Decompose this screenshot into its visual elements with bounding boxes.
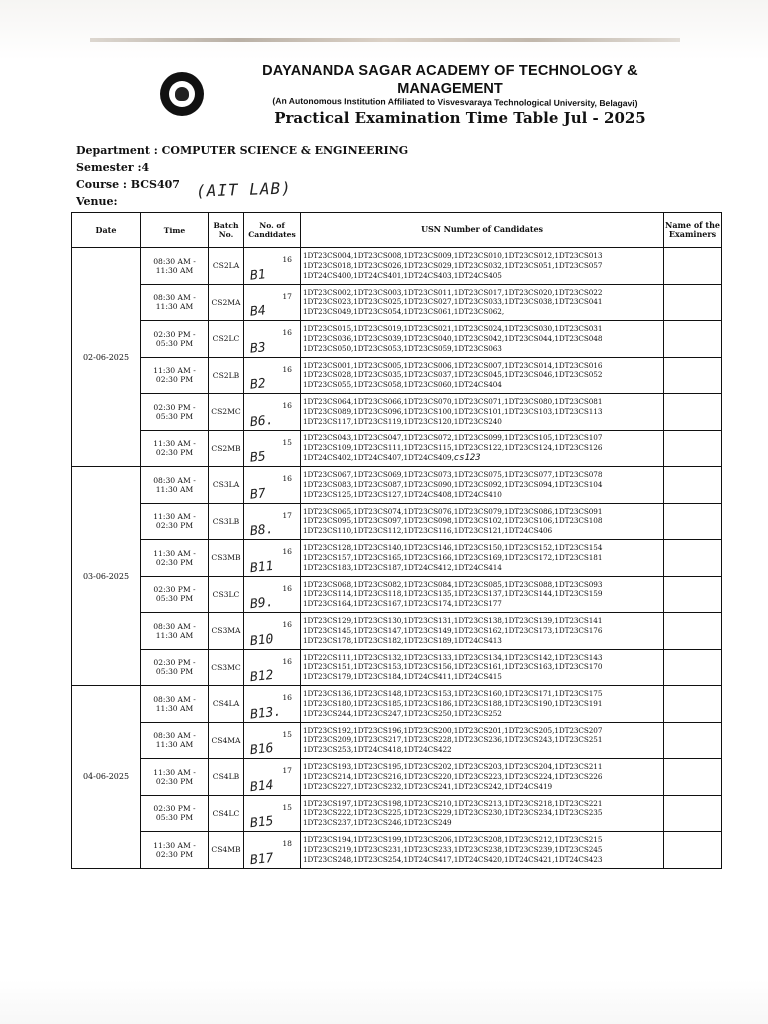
batch-handwritten-note: B11: [249, 558, 275, 576]
batch-handwritten-note: B15: [249, 813, 275, 832]
usn-list: 1DT22CS111,1DT23CS132,1DT23CS133,1DT23CS134,1DT23CS142,1DT23CS143 1DT23CS151,1DT23CS153,1DT23CS156,1DT23CS161,1DT23CS163,1DT23CS170 1DT23CS179,1DT23CS184,1DT24CS411,1DT24CS415: [303, 652, 603, 682]
usn-list: 1DT23CS064,1DT23CS066,1DT23CS070,1DT23CS071,1DT23CS080,1DT23CS081 1DT23CS089,1DT23CS096,1DT23CS100,1DT23CS101,1DT23CS103,1DT23CS113 1DT23CS117,1DT23CS119,1DT23CS120,1DT23CS240: [303, 397, 603, 426]
institution-logo: [160, 72, 204, 116]
table-row: [72, 321, 722, 358]
time-cell: 11:30 AM - 02:30 PM: [141, 540, 209, 577]
batch-handwritten-note: B5: [249, 449, 267, 466]
usn-list-cell: [301, 722, 664, 759]
time-cell: 08:30 AM - 11:30 AM: [141, 686, 209, 723]
batch-handwritten-note: B4: [249, 303, 267, 320]
logo-emblem: [175, 87, 189, 101]
logo-ring: [169, 81, 195, 107]
batch-cell: CS3LB: [209, 503, 244, 540]
candidates-count-cell: [244, 686, 301, 723]
candidates-count: 16: [282, 401, 292, 410]
examiner-cell: [664, 832, 722, 869]
time-cell: 11:30 AM - 02:30 PM: [141, 759, 209, 796]
candidates-count-cell: [244, 284, 301, 321]
examiner-cell: [664, 686, 722, 723]
usn-list: 1DT23CS068,1DT23CS082,1DT23CS084,1DT23CS085,1DT23CS088,1DT23CS093 1DT23CS114,1DT23CS118,1DT23CS135,1DT23CS137,1DT23CS144,1DT23CS159 1DT23CS164,1DT23CS167,1DT23CS174,1DT23CS177: [303, 579, 603, 609]
usn-list-cell: [301, 394, 664, 431]
candidates-count: 16: [282, 693, 292, 702]
table-row: [72, 576, 722, 613]
candidates-count-cell: [244, 503, 301, 540]
candidates-count: 16: [282, 547, 292, 556]
candidates-count: 16: [282, 364, 292, 374]
batch-cell: CS3MA: [209, 613, 244, 650]
candidates-count-cell: [244, 394, 301, 431]
batch-cell: CS2MA: [209, 284, 244, 321]
date-cell: 03-06-2025: [72, 467, 141, 686]
time-cell: 08:30 AM - 11:30 AM: [141, 467, 209, 504]
usn-list-cell: [301, 430, 664, 467]
usn-list: 1DT23CS001,1DT23CS005,1DT23CS006,1DT23CS007,1DT23CS014,1DT23CS016 1DT23CS028,1DT23CS035,1DT23CS037,1DT23CS045,1DT23CS046,1DT23CS052 1DT23CS055,1DT23CS058,1DT23CS060,1DT24CS404: [303, 360, 603, 390]
time-cell: 02:30 PM - 05:30 PM: [141, 649, 209, 686]
course-line: Course : BCS407: [76, 178, 180, 191]
col-header-usn: USN Number of Candidates: [301, 213, 664, 248]
table-row: [72, 467, 722, 504]
table-row: [72, 832, 722, 869]
batch-cell: CS4LB: [209, 759, 244, 796]
examiner-cell: [664, 467, 722, 504]
batch-handwritten-note: B1: [249, 266, 267, 284]
paper-edge: [90, 38, 680, 42]
batch-handwritten-note: B13.: [249, 703, 283, 723]
table-row: [72, 649, 722, 686]
usn-list-cell: [301, 284, 664, 321]
time-cell: 08:30 AM - 11:30 AM: [141, 284, 209, 321]
usn-list: 1DT23CS193,1DT23CS195,1DT23CS202,1DT23CS203,1DT23CS204,1DT23CS211 1DT23CS214,1DT23CS216,1DT23CS220,1DT23CS223,1DT23CS224,1DT23CS226 1DT23CS227,1DT23CS232,1DT23CS241,1DT23CS242,1DT24CS419: [303, 762, 603, 791]
table-header-row: [72, 213, 722, 248]
usn-list-cell: [301, 576, 664, 613]
batch-handwritten-note: B10: [249, 631, 275, 649]
usn-list: 1DT23CS129,1DT23CS130,1DT23CS131,1DT23CS138,1DT23CS139,1DT23CS141 1DT23CS145,1DT23CS147,1DT23CS149,1DT23CS162,1DT23CS173,1DT23CS176 1DT23CS178,1DT23CS182,1DT23CS189,1DT24CS413: [303, 616, 603, 645]
candidates-count-cell: [244, 759, 301, 796]
examiner-cell: [664, 430, 722, 467]
candidates-count-cell: [244, 649, 301, 686]
semester-line: Semester :4: [76, 161, 150, 174]
examiner-cell: [664, 722, 722, 759]
usn-list-cell: [301, 467, 664, 504]
batch-cell: CS3MC: [209, 649, 244, 686]
batch-cell: CS4MA: [209, 722, 244, 759]
candidates-count: 17: [282, 291, 292, 301]
candidates-count-cell: [244, 357, 301, 394]
batch-cell: CS3LA: [209, 467, 244, 504]
candidates-count: 16: [282, 255, 292, 264]
table-row: [72, 248, 722, 285]
usn-list-cell: [301, 248, 664, 285]
batch-handwritten-note: B8.: [249, 521, 275, 540]
time-cell: 08:30 AM - 11:30 AM: [141, 248, 209, 285]
candidates-count: 18: [282, 839, 292, 848]
examiner-cell: [664, 284, 722, 321]
usn-list: 1DT23CS015,1DT23CS019,1DT23CS021,1DT23CS024,1DT23CS030,1DT23CS031 1DT23CS036,1DT23CS039,1DT23CS040,1DT23CS042,1DT23CS044,1DT23CS048 1DT23CS050,1DT23CS053,1DT23CS059,1DT23CS063: [303, 324, 603, 353]
batch-cell: CS2LC: [209, 321, 244, 358]
table-row: [72, 394, 722, 431]
examiner-cell: [664, 613, 722, 650]
table-row: [72, 795, 722, 832]
table-row: [72, 540, 722, 577]
batch-handwritten-note: B12: [249, 667, 275, 686]
examiner-cell: [664, 576, 722, 613]
usn-list-cell: [301, 321, 664, 358]
batch-cell: CS3LC: [209, 576, 244, 613]
usn-list-cell: [301, 649, 664, 686]
examiner-cell: [664, 394, 722, 431]
table-row: [72, 613, 722, 650]
usn-list: 1DT23CS043,1DT23CS047,1DT23CS072,1DT23CS099,1DT23CS105,1DT23CS107 1DT23CS109,1DT23CS111,1DT23CS115,1DT23CS122,1DT23CS124,1DT23CS126 1DT24CS402,1DT24CS407,1DT24CS409,: [303, 433, 603, 462]
table-row: [72, 722, 722, 759]
time-cell: 02:30 PM - 05:30 PM: [141, 576, 209, 613]
batch-handwritten-note: B14: [249, 777, 275, 795]
usn-list: 1DT23CS136,1DT23CS148,1DT23CS153,1DT23CS160,1DT23CS171,1DT23CS175 1DT23CS180,1DT23CS185,1DT23CS186,1DT23CS188,1DT23CS190,1DT23CS191 1DT23CS244,1DT23CS247,1DT23CS250,1DT23CS252: [303, 689, 603, 718]
examiner-cell: [664, 759, 722, 796]
examiner-cell: [664, 248, 722, 285]
table-row: [72, 759, 722, 796]
course-handwritten-note: (AIT LAB): [195, 178, 293, 201]
batch-handwritten-note: B2: [249, 376, 267, 393]
batch-cell: CS3MB: [209, 540, 244, 577]
usn-list: 1DT23CS128,1DT23CS140,1DT23CS146,1DT23CS150,1DT23CS152,1DT23CS154 1DT23CS157,1DT23CS165,1DT23CS166,1DT23CS169,1DT23CS172,1DT23CS181 1DT23CS183,1DT23CS187,1DT24CS412,1DT24CS414: [303, 543, 603, 572]
batch-cell: CS4LC: [209, 795, 244, 832]
date-cell: 02-06-2025: [72, 248, 141, 467]
batch-cell: CS2MB: [209, 430, 244, 467]
examiner-cell: [664, 540, 722, 577]
usn-list: 1DT23CS194,1DT23CS199,1DT23CS206,1DT23CS208,1DT23CS212,1DT23CS215 1DT23CS219,1DT23CS231,1DT23CS233,1DT23CS238,1DT23CS239,1DT23CS245 1DT23CS248,1DT23CS254,1DT24CS417,1DT24CS420,1DT24CS421,1DT24CS423: [303, 835, 603, 864]
batch-cell: CS4LA: [209, 686, 244, 723]
timetable-title: Practical Examination Time Table Jul - 2025: [274, 109, 646, 127]
time-cell: 11:30 AM - 02:30 PM: [141, 503, 209, 540]
candidates-count: 16: [282, 656, 292, 666]
batch-handwritten-note: B7: [249, 485, 267, 503]
usn-list-cell: [301, 795, 664, 832]
usn-list: 1DT23CS192,1DT23CS196,1DT23CS200,1DT23CS201,1DT23CS205,1DT23CS207 1DT23CS209,1DT23CS217,1DT23CS228,1DT23CS236,1DT23CS243,1DT23CS251 1DT23CS253,1DT24CS418,1DT24CS422: [303, 725, 603, 755]
usn-list: 1DT23CS004,1DT23CS008,1DT23CS009,1DT23CS010,1DT23CS012,1DT23CS013 1DT23CS018,1DT23CS026,1DT23CS029,1DT23CS032,1DT23CS051,1DT23CS057 1DT24CS400,1DT24CS401,1DT24CS403,1DT24CS405: [303, 251, 603, 280]
usn-list-cell: [301, 503, 664, 540]
candidates-count-cell: [244, 722, 301, 759]
examiner-cell: [664, 649, 722, 686]
examiner-cell: [664, 503, 722, 540]
candidates-count: 15: [282, 729, 292, 739]
batch-handwritten-note: B16: [249, 740, 275, 759]
table-row: [72, 503, 722, 540]
candidates-count: 15: [282, 802, 292, 812]
candidates-count-cell: [244, 467, 301, 504]
time-cell: 08:30 AM - 11:30 AM: [141, 613, 209, 650]
examiner-cell: [664, 357, 722, 394]
date-cell: 04-06-2025: [72, 686, 141, 869]
candidates-count: 17: [282, 766, 292, 775]
candidates-count-cell: [244, 540, 301, 577]
time-cell: 02:30 PM - 05:30 PM: [141, 321, 209, 358]
batch-cell: CS4MB: [209, 832, 244, 869]
table-row: [72, 357, 722, 394]
batch-cell: CS2LA: [209, 248, 244, 285]
usn-list-cell: [301, 357, 664, 394]
candidates-count: 16: [282, 328, 292, 337]
candidates-count-cell: [244, 248, 301, 285]
batch-cell: CS2MC: [209, 394, 244, 431]
venue-line: Venue:: [76, 195, 118, 208]
candidates-count-cell: [244, 321, 301, 358]
usn-list-cell: [301, 613, 664, 650]
candidates-count-cell: [244, 832, 301, 869]
usn-list: 1DT23CS197,1DT23CS198,1DT23CS210,1DT23CS213,1DT23CS218,1DT23CS221 1DT23CS222,1DT23CS225,1DT23CS229,1DT23CS230,1DT23CS234,1DT23CS235 1DT23CS237,1DT23CS246,1DT23CS249: [303, 798, 603, 828]
table-body: [72, 248, 722, 869]
institution-name: DAYANANDA SAGAR ACADEMY OF TECHNOLOGY &: [262, 63, 638, 79]
table-row: [72, 430, 722, 467]
batch-handwritten-note: B3: [249, 339, 267, 357]
time-cell: 11:30 AM - 02:30 PM: [141, 430, 209, 467]
usn-list-cell: [301, 540, 664, 577]
candidates-count: 16: [282, 474, 292, 483]
candidates-count-cell: [244, 795, 301, 832]
batch-handwritten-note: B9.: [249, 594, 275, 613]
usn-list-cell: [301, 759, 664, 796]
col-header-batch: Batch No.: [209, 213, 244, 248]
candidates-count-cell: [244, 576, 301, 613]
usn-list: 1DT23CS067,1DT23CS069,1DT23CS073,1DT23CS075,1DT23CS077,1DT23CS078 1DT23CS083,1DT23CS087,1DT23CS090,1DT23CS092,1DT23CS094,1DT23CS104 1DT23CS125,1DT23CS127,1DT24CS408,1DT24CS410: [303, 470, 603, 499]
institution-name-line2: MANAGEMENT: [397, 81, 503, 97]
candidates-count-cell: [244, 613, 301, 650]
department-line: Department : COMPUTER SCIENCE & ENGINEERING: [76, 144, 409, 157]
affiliation-text: (An Autonomous Institution Affiliated to Visvesvaraya Technological University, Belagavi): [272, 95, 638, 109]
col-header-time: Time: [141, 213, 209, 248]
usn-list: 1DT23CS065,1DT23CS074,1DT23CS076,1DT23CS079,1DT23CS086,1DT23CS091 1DT23CS095,1DT23CS097,1DT23CS098,1DT23CS102,1DT23CS106,1DT23CS108 1DT23CS110,1DT23CS112,1DT23CS116,1DT23CS121,1DT24CS406: [303, 506, 603, 536]
candidates-count: 15: [282, 437, 292, 447]
col-header-examiners: Name of the Examiners: [664, 213, 722, 248]
time-cell: 11:30 AM - 02:30 PM: [141, 357, 209, 394]
col-header-date: Date: [72, 213, 141, 248]
time-cell: 08:30 AM - 11:30 AM: [141, 722, 209, 759]
candidates-count: 16: [282, 583, 292, 593]
table-row: [72, 284, 722, 321]
candidates-count-cell: [244, 430, 301, 467]
time-cell: 02:30 PM - 05:30 PM: [141, 394, 209, 431]
time-cell: 02:30 PM - 05:30 PM: [141, 795, 209, 832]
batch-handwritten-note: B6.: [249, 412, 275, 430]
col-header-count: No. of Candidates: [244, 213, 301, 248]
usn-handwritten-addition: cs123: [453, 452, 481, 463]
usn-list: 1DT23CS002,1DT23CS003,1DT23CS011,1DT23CS017,1DT23CS020,1DT23CS022 1DT23CS023,1DT23CS025,1DT23CS027,1DT23CS033,1DT23CS038,1DT23CS041 1DT23CS049,1DT23CS054,1DT23CS061,1DT23CS062,: [303, 287, 603, 317]
usn-list-cell: [301, 686, 664, 723]
candidates-count: 17: [282, 510, 292, 520]
timetable: [71, 212, 722, 869]
time-cell: 11:30 AM - 02:30 PM: [141, 832, 209, 869]
batch-handwritten-note: B17: [249, 850, 275, 868]
usn-list-cell: [301, 832, 664, 869]
examiner-cell: [664, 321, 722, 358]
table-row: [72, 686, 722, 723]
examiner-cell: [664, 795, 722, 832]
batch-cell: CS2LB: [209, 357, 244, 394]
candidates-count: 16: [282, 620, 292, 629]
